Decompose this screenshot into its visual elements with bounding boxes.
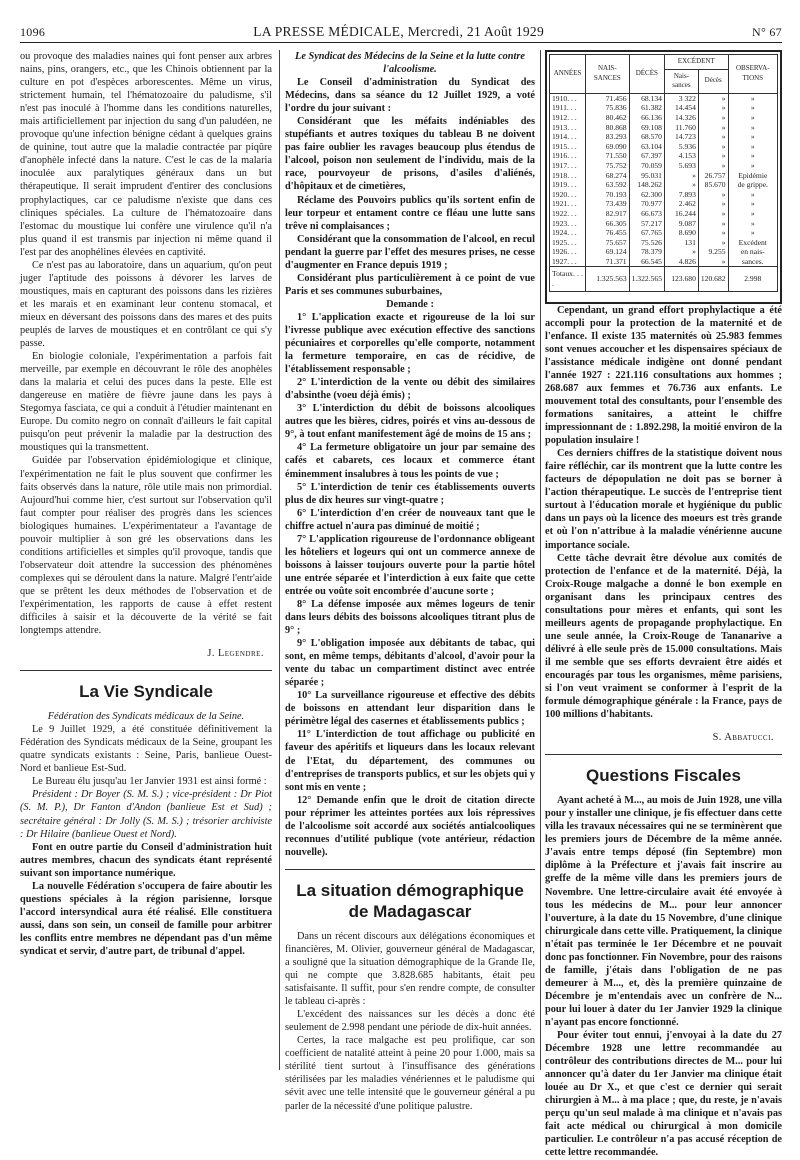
excedent-deces-cell: » [698,132,728,142]
year-cell: 1918. . . [550,171,586,181]
year-cell: 1911. . . [550,103,586,113]
table-row [550,238,778,248]
observations-cell: » [728,161,777,171]
issue-number: N° 67 [752,25,782,39]
excedent-deces-cell: » [698,228,728,238]
excedent-naissances-cell: 2.462 [664,199,698,209]
column-1 [20,50,272,958]
paragraph: Ce n'est pas au laboratoire, dans un aquarium, qu'on peut juger l'aptitude des poissons à dévorer les larves de moustiques, mais en capturant des poissons dans les rizières et les marais et en examinant leur contenu stomacal, et mieux en déversant des poissons dans des mares et des puits peuplés de larves de moustiques et en contrôlant ce qui s'y passe. [20,259,272,350]
excedent-deces-cell: » [698,219,728,229]
excedent-naissances-cell: 131 [664,238,698,248]
excedent-deces-cell: » [698,257,728,267]
deces-cell: 66.136 [629,113,664,123]
column-divider [540,50,541,1070]
excedent-deces-cell: » [698,151,728,161]
excedent-naissances-cell: 14.326 [664,113,698,123]
deces-cell: 95.031 [629,171,664,181]
year-cell: 1924. . . [550,228,586,238]
deces-cell: 70.977 [629,199,664,209]
excedent-naissances-cell: 5.936 [664,142,698,152]
table-body [550,93,778,267]
totals-deces: 1.322.565 [629,267,664,291]
deces-cell: 67.765 [629,228,664,238]
observations-cell: » [728,93,777,103]
paragraph: En biologie coloniale, l'expérimentation a parfois fait merveille, par exemple en découvrant le rôle des anophèles dans la malaria et celui des puces dans la peste. Elle est dangereuse en matière de fièvre jaune dans les pays à Stegomya fasciata, ce qui a conduit à l'étudier maintenant en Europe. Du comito negro on connaît d'ailleurs le fait capital puisqu'on peut prévenir la maladie par la destruction des moustiques qui la transmettent. [20,351,272,454]
paragraph: Ces derniers chiffres de la statistique doivent nous faire réfléchir, car ils montrent que la lutte contre les facteurs de dépopulation ne doit pas se borner à l'action thérapeutique. Le succès de l'entreprise tient surtout à l'éducation morale et hygiénique du public dans un pays où la licence des moeurs est très grande et où l'on n'attribue à la maladie vénérienne aucune importance sociale. [545,448,782,551]
naissances-cell: 69.090 [586,142,630,152]
naissances-cell: 71.456 [586,93,630,103]
paragraph: Le Bureau élu jusqu'au 1er Janvier 1931 est ainsi formé : [32,776,267,788]
demande-item: 12° Demande enfin que le droit de citation directe pour réprimer les atteintes portées aux lois répressives de l'alcoolisme soit accordé aux sociétés antialcooliques reconnues d'utilité publique (vote antérieur, rédaction nouvelle). [285,794,535,858]
demande-item: 10° La surveillance rigoureuse et effective des débits de boissons en attendant leur disparition dans le périmètre légal des casernes et établissements publics ; [285,690,535,728]
column-3 [545,50,782,1160]
statistics-table [549,54,778,292]
observations-cell: Epidémie [728,171,777,181]
deces-cell: 57.217 [629,219,664,229]
observations-cell: en nais- [728,247,777,257]
deces-cell: 62.300 [629,190,664,200]
table-row [550,113,778,123]
table-row [550,171,778,181]
observations-cell: » [728,199,777,209]
year-cell: 1919. . . [550,180,586,190]
excedent-naissances-cell: 8.690 [664,228,698,238]
paragraph: Cependant, un grand effort prophylactique a été accompli pour la protection de la maternité et de l'enfance. Il existe 135 maternités où 25.983 femmes sont venues accoucher et les dispensaires spéciaux de l'assistance médicale indigène ont donné pendant l'année 1927 : 221.116 consultations aux hommes ; 268.687 aux femmes et 76.736 aux enfants. Le mouvement total des consultants, pour l'ensemble des formations sanitaires, a atteint le chiffre impressionnant de : 1.892.298, la moitié environ de la population insulaire ! [545,304,782,447]
naissances-cell: 71.550 [586,151,630,161]
header-rule [20,42,782,43]
excedent-naissances-cell: 4.826 [664,257,698,267]
table-row [550,132,778,142]
table-row [550,93,778,103]
deces-cell: 69.108 [629,123,664,133]
excedent-deces-cell: » [698,199,728,209]
paragraph: Certes, la race malgache est peu prolifique, car son coefficient de natalité atteint à peine 20 pour 1.000, mais sa stérilité tient surtout à l'insuffisance des générations stérilisées par les maladies vénériennes et le paludisme qui sévit avec une telle intensité que le gouverneur général a pu parler de la nécessité d'une politique palustre. [285,1035,535,1112]
naissances-cell: 75.836 [586,103,630,113]
section-title-questions-fiscales: Questions Fiscales [586,766,741,786]
article-title-alcoolisme: Le Syndicat des Médecins de la Seine et la lutte contre l'alcoolisme. [295,51,525,76]
year-cell: 1923. . . [550,219,586,229]
totals-row [550,267,778,291]
considerant: Considérant plus particulièrement à ce point de vue Paris et ses communes suburbaines, [285,272,535,297]
year-cell: 1920. . . [550,190,586,200]
year-cell: 1925. . . [550,238,586,248]
naissances-cell: 66.305 [586,219,630,229]
table-row [550,103,778,113]
excedent-naissances-cell: 3 322 [664,93,698,103]
excedent-deces-cell: » [698,123,728,133]
table-row [550,123,778,133]
header-excedent: EXCÉDENT [664,55,728,70]
table-row [550,199,778,209]
excedent-naissances-cell: 4.153 [664,151,698,161]
excedent-deces-cell: 85.670 [698,180,728,190]
considerant: Réclame des Pouvoirs publics qu'ils sortent enfin de leur torpeur et entament contre ce fléau une lutte sans trêve ni complaisances ; [285,194,535,232]
excedent-deces-cell: » [698,93,728,103]
paragraph: L'excédent des naissances sur les décès a donc été seulement de 2.998 pendant une période de dix-huit années. [285,1009,535,1034]
demande-item: 4° La fermeture obligatoire un jour par semaine des cafés et cabarets, ces locaux et commerce étant éminemment insalubres à tous les points de vue ; [285,442,535,480]
totals-label: Totaux. . . . [550,267,586,291]
section-title-vie-syndicale: La Vie Syndicale [79,682,213,702]
naissances-cell: 80.868 [586,123,630,133]
deces-cell: 63.104 [629,142,664,152]
observations-cell: Excédent [728,238,777,248]
paragraph: Le Conseil d'administration du Syndicat des Médecins, dans sa séance du 12 Juillet 1929, a voté l'ordre du jour suivant : [285,77,535,115]
demande-item: 5° L'interdiction de tenir ces établissements ouverts plus de dix heures sur vingt-quatre ; [285,481,535,506]
observations-cell: » [728,103,777,113]
statistics-table-frame [545,50,782,304]
header-excedent-deces: Décès [698,69,728,93]
year-cell: 1922. . . [550,209,586,219]
totals-excedent-naissances: 123.680 [664,267,698,291]
excedent-naissances-cell: 16.244 [664,209,698,219]
table-row [550,209,778,219]
table-row [550,257,778,267]
excedent-deces-cell: » [698,209,728,219]
paragraph: La nouvelle Fédération s'occupera de faire aboutir les questions spéciales à la région parisienne, lorsque l'accord intersyndical aura été réalisé. Elle constituera aussi, dans son sein, un conseil de famille pour arbitrer les conflits entre membres ne dépendant pas d'un même syndicat et servir, d'autre part, de tribunal d'appel. [20,880,272,957]
paragraph: Le 9 Juillet 1929, a été constituée définitivement la Fédération des Syndicats médicaux de la Seine, groupant les quatre syndicats existants : Seine, Paris, banlieue Ouest-Nord et banlieue Est-Sud. [20,724,272,775]
header-excedent-naissances: Nais-sances [664,69,698,93]
deces-cell: 75.526 [629,238,664,248]
naissances-cell: 69.124 [586,247,630,257]
naissances-cell: 75.752 [586,161,630,171]
deces-cell: 148.262 [629,180,664,190]
section-separator [20,670,272,671]
observations-cell: sances. [728,257,777,267]
deces-cell: 66.545 [629,257,664,267]
subsection-title: Fédération des Syndicats médicaux de la Seine. [47,711,245,723]
column-2 [285,50,535,1113]
demande-item: 3° L'interdiction du débit de boissons alcooliques autres que les bières, cidres, poirés et vins au-dessous de 9°, à tout enfant manifestement âgé de moins de 15 ans ; [285,403,535,441]
year-cell: 1921. . . [550,199,586,209]
excedent-deces-cell: » [698,113,728,123]
year-cell: 1910. . . [550,93,586,103]
observations-cell: » [728,209,777,219]
demande-item: 9° L'obligation imposée aux débitants de tabac, qui sont, en même temps, débitants d'alcool, d'avoir pour la vente du tabac un compartiment distinct avec entrée séparée ; [285,638,535,689]
naissances-cell: 83.293 [586,132,630,142]
naissances-cell: 70.193 [586,190,630,200]
observations-cell: » [728,228,777,238]
demande-item: 6° L'interdiction d'en créer de nouveaux tant que le chiffre actuel n'aura pas diminué de moitié ; [285,507,535,532]
excedent-deces-cell: 9.255 [698,247,728,257]
excedent-naissances-cell: » [664,171,698,181]
observations-cell: » [728,113,777,123]
page-header [20,20,782,40]
year-cell: 1914. . . [550,132,586,142]
naissances-cell: 71.371 [586,257,630,267]
excedent-naissances-cell: 11.760 [664,123,698,133]
year-cell: 1917. . . [550,161,586,171]
demande-item: 2° L'interdiction de la vente ou débit des similaires d'absinthe (voeu déjà émis) ; [285,377,535,402]
paragraph: Cette tâche devrait être dévolue aux comités de protection de l'enfance et de la maternité. Déjà, la Croix-Rouge malgache a donné le bon exemple en organisant dans les principaux centres des consultations pour mères et enfants, qui sont les meilleurs agents de propagande prophylactique. En une seule année, la Croix-Rouge de Tananarive a délivré à elle seule près de 15.000 consultations. Mais il me semble que ses efforts devraient être aidés et encouragés par tous les organismes, même parisiens, si l'on veut vraiment se conformer à l'esprit de la formule démographique générale : la France, pays de 100 millions d'habitants. [545,552,782,721]
section-separator [285,869,535,870]
deces-cell: 67.397 [629,151,664,161]
observations-cell: » [728,132,777,142]
signature-legendre: J. Legendre. [207,648,264,660]
excedent-naissances-cell: 5.693 [664,161,698,171]
naissances-cell: 75.657 [586,238,630,248]
observations-cell: » [728,151,777,161]
excedent-deces-cell: » [698,103,728,113]
demande-item: 1° L'application exacte et rigoureuse de la loi sur l'ivresse publique avec exécution effective des sanctions pécuniaires et corporelles qu'elle comporte, notamment la fermeture temporaire, en cas de récidive, de l'établissement responsable ; [285,311,535,376]
deces-cell: 61.382 [629,103,664,113]
table-row [550,142,778,152]
naissances-cell: 80.462 [586,113,630,123]
deces-cell: 68.134 [629,93,664,103]
year-cell: 1916. . . [550,151,586,161]
year-cell: 1926. . . [550,247,586,257]
observations-cell: » [728,142,777,152]
naissances-cell: 63.592 [586,180,630,190]
table-row [550,247,778,257]
paragraph: Ayant acheté à M..., au mois de Juin 1928, une villa pour y installer une clinique, je fis effectuer dans cette villa les travaux nécessaires qui ne se terminèrent que les premiers jours de Décembre de la même année. J'avais entre temps déposé (fin Septembre) mon diplôme à la Préfecture et j'avais fait inscrire au greffe de la même ville dans les premiers jours de Novembre. Une lettre-circulaire avait été envoyée à tous les médecins de M... pour leur annoncer l'ouverture, à la date du 15 Novembre, d'une clinique chirurgicale dans cette ville. Pratiquement, la clinique n'était pas terminée le 1er Décembre et ne pouvait donc pas fonctionner. Fin Novembre, pour des raisons de famille, j'étais dans l'obligation de ne pas demeurer à M..., et, dès la première quinzaine de Décembre je m'entendais avec un confrère de N... pour lui louer à dater du 1er Janvier 1929 la clinique n'ayant pas encore fonctionné. [545,795,782,1028]
deces-cell: 70.059 [629,161,664,171]
table-row [550,219,778,229]
paragraph: Guidée par l'observation épidémiologique et clinique, l'expérimentation ne fait le plus souvent que confirmer les faits observés dans la nature, rôle utile mais non primordial. Aujourd'hui comme hier, c'est surtout sur l'observation qu'il faut compter pour réaliser des progrès dans les sciences biologiques humaines. L'expérimentateur a l'avantage de pouvoir multiplier à son gré les observations dans les conditions artificielles et simples qu'il provoque, tandis que l'observateur doit attendre la succession des phénomènes complexes qui se déroulent dans la nature. Malgré l'entr'aide que se prêtent les deux méthodes de l'observation et de l'expérimentation, les rapports de cause à effet restent difficiles à saisir et la découverte de la vérité se fait longtemps attendre. [20,455,272,637]
demande-item: 11° L'interdiction de tout affichage ou publicité en faveur des apéritifs et liqueurs dans les locaux relevant de l'Etat, du département, des communes ou d'entreprises de transports publics, et sur les objets qui y sont mis en vente ; [285,729,535,793]
paragraph: Pour éviter tout ennui, j'envoyai à la date du 27 Décembre 1928 une lettre recommandée au contrôleur des contributions directes de M... pour lui annoncer qu'à dater du 1er Janvier ma clinique était louée au Dr X., et que c'est ce dernier qui serait chirurgien à M... à ma place ; que, du reste, je n'avais perçu qu'un seul malade à ma clinique et n'avais pas fait acte médical ou chirurgical à mon domicile particulier. Le contrôleur n'a pas accusé réception de cette lettre recommandée. [545,1030,782,1159]
excedent-deces-cell: » [698,238,728,248]
naissances-cell: 76.455 [586,228,630,238]
page-number: 1096 [20,25,46,39]
excedent-naissances-cell: 14.454 [664,103,698,113]
deces-cell: 78.379 [629,247,664,257]
totals-naissances: 1.325.563 [586,267,630,291]
demande-label: Demande : [386,298,434,310]
excedent-naissances-cell: » [664,247,698,257]
header-naissances: NAIS-SANCES [586,55,630,94]
observations-cell: » [728,190,777,200]
demande-item: 7° L'application rigoureuse de l'ordonnance obligeant les hôteliers et logeurs qui ont un commerce annexe de boissons à laisser toujours ouverte pour la partie hôtel une entrée séparée et l'interdiction à eux faite que cette entrée ou voûte soit encombrée d'aucune sorte ; [285,533,535,597]
excedent-naissances-cell: 14.723 [664,132,698,142]
journal-title: LA PRESSE MÉDICALE, Mercredi, 21 Août 1929 [253,24,545,39]
excedent-naissances-cell: » [664,180,698,190]
year-cell: 1927. . . [550,257,586,267]
column-divider [279,50,280,1070]
signature-abbatucci: S. Abbatucci. [712,732,774,744]
observations-cell: » [728,123,777,133]
considerant: Considérant que les méfaits indéniables des stupéfiants et autres toxiques du tableau B ne doivent pas faire oublier les ravages beaucoup plus étendus de l'alcool, poison non seulement de l'individu, mais de la race, pourvoyeur de prisons, d'asiles d'aliénés, d'hôpitaux et de cimetières, [285,116,535,193]
table-row [550,190,778,200]
year-cell: 1912. . . [550,113,586,123]
demande-item: 8° La défense imposée aux mêmes logeurs de tenir dans leurs débits des boissons alcooliques titrant plus de 9° ; [285,598,535,637]
excedent-deces-cell: » [698,190,728,200]
considerant: Considérant que la consommation de l'alcool, en recul pendant la guerre par l'effet des mesures prises, ne cesse d'augmenter en France depuis 1919 ; [285,233,535,271]
excedent-naissances-cell: 9.087 [664,219,698,229]
year-cell: 1915. . . [550,142,586,152]
observations-cell: » [728,219,777,229]
observations-cell: de grippe. [728,180,777,190]
naissances-cell: 73.439 [586,199,630,209]
table-row [550,161,778,171]
header-deces: DÉCÈS [629,55,664,94]
paragraph: Dans un récent discours aux délégations économiques et financières, M. Olivier, gouverneur général de Madagascar, a souligné que la situation démographique de la Grande Ile, qui ne compte que 3.828.685 habitants, était peu satisfaisante. Il suffit, pour s'en rendre compte, de consulter le tableau ci-après : [285,930,535,1008]
bureau-list: Président : Dr Boyer (S. M. S.) ; vice-président : Dr Piot (S. M. P.), Dr Fanton d'Andon (banlieue Est et Sud) ; secrétaire général : Dr Jolly (S. M. S.) ; trésorier archiviste : Dr Hilaire (banlieue Ouest et Nord). [20,789,272,840]
naissances-cell: 68.274 [586,171,630,181]
year-cell: 1913. . . [550,123,586,133]
section-title-madagascar: La situation démographique de Madagascar [296,880,524,921]
paragraph: ou provoque des maladies naines qui font penser aux arbres nains, pins, orangers, etc., que les Chinois obtiennent par la culture en pot d'espèces arborescentes. Même un virus, strictement humain, tel l'hématozoaire du paludisme, s'il n'est pas inoculé à l'homme dans les conditions naturelles, mais artificiellement par injection du sang d'un paludéen, ne provoque qu'une infection bénigne cédant à quelques grains de quinine, tout autre que la maladie contractée par piqûre d'anophèle infecté dans la nature. C'est le cas de la malaria inoculée aux paralytiques généraux dans un but thérapeutique. Il serait imprudent d'entirer des conclusions prophylactiques, car ce paludisme n'existe que dans ces cliniques spéciales. La culture de l'hématozoaire dans l'estomac du moustique lui confère une virulence qu'il n'a plus quand il est transmis par injection ni même quand il l'est par des anophélines élevées en captivité. [20,51,272,258]
section-separator [545,754,782,755]
table-row [550,228,778,238]
totals-excedent-deces: 120.682 [698,267,728,291]
deces-cell: 68.570 [629,132,664,142]
excedent-deces-cell: » [698,142,728,152]
deces-cell: 66.673 [629,209,664,219]
header-annees: ANNÉES [550,55,586,94]
totals-observations: 2.998 [728,267,777,291]
table-row [550,180,778,190]
excedent-deces-cell: » [698,161,728,171]
paragraph: Font en outre partie du Conseil d'administration huit autres membres, chacun des syndicats étant représenté suivant son importance numérique. [20,841,272,879]
excedent-naissances-cell: 7.893 [664,190,698,200]
header-observations: OBSERVA-TIONS [728,55,777,94]
table-row [550,151,778,161]
naissances-cell: 82.917 [586,209,630,219]
excedent-deces-cell: 26.757 [698,171,728,181]
